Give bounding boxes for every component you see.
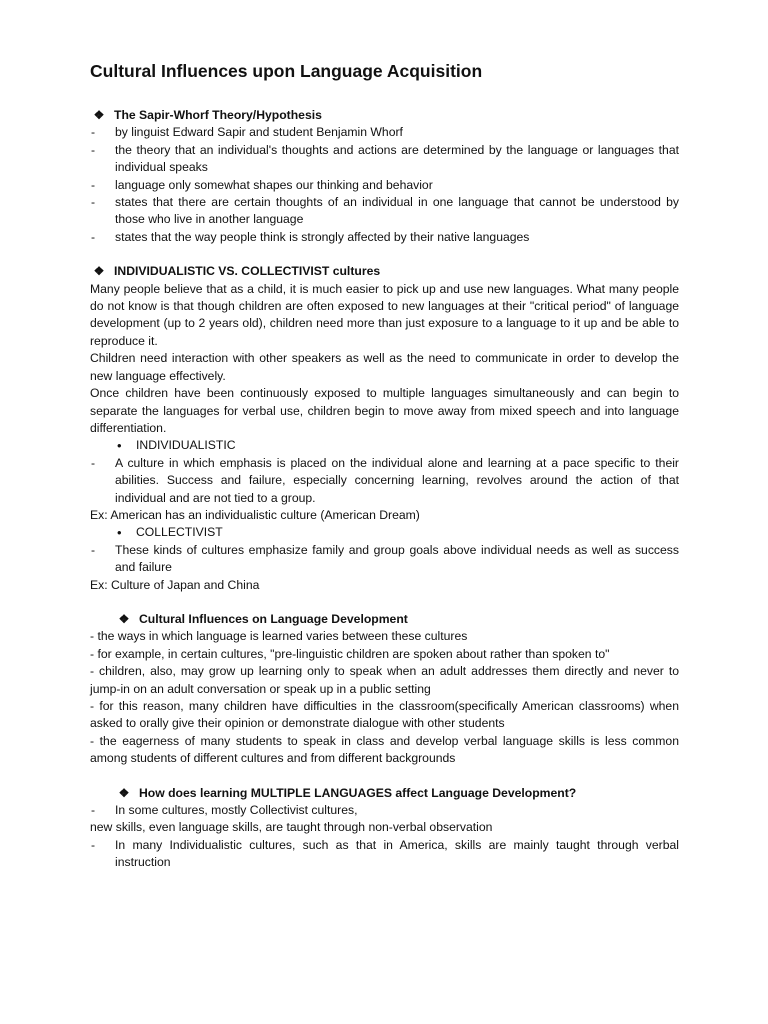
diamond-bullet-icon: ❖ [118, 785, 130, 800]
paragraph-line: - the eagerness of many students to speak in class and develop verbal language skills is less common among students of different cultures and from different backgrounds [90, 733, 679, 766]
list-item: - In some cultures, mostly Collectivist cultures, [90, 802, 679, 819]
section-heading-multiple-languages [115, 785, 679, 802]
list-item: - the theory that an individual's thoughts and actions are determined by the language or languages that individual speaks [90, 142, 679, 177]
diamond-bullet-icon: ❖ [93, 108, 105, 122]
section-heading-cultural-influences [115, 611, 679, 628]
list-item: - states that the way people think is strongly affected by their native languages [90, 229, 679, 246]
example-line: Ex: Culture of Japan and China [90, 577, 260, 592]
section-heading-sapir-whorf [90, 107, 679, 124]
section-heading-individualistic-collectivist [90, 263, 679, 280]
list-item: - states that there are certain thoughts of an individual in one language that cannot be understood by those who live in another language [90, 194, 679, 229]
bullet-item-collectivist: • COLLECTIVIST [90, 524, 679, 541]
section-heading-text: How does learning MULTIPLE LANGUAGES affect Language Development? [139, 785, 577, 800]
list-item: - language only somewhat shapes our thinking and behavior [90, 177, 679, 194]
page-title: Cultural Influences upon Language Acquisition [90, 61, 483, 81]
paragraph-line: - the ways in which language is learned varies between these cultures [90, 629, 468, 644]
example-line: Ex: American has an individualistic culture (American Dream) [90, 507, 420, 522]
section-heading-text: Cultural Influences on Language Development [139, 611, 408, 626]
paragraph-line: - for this reason, many children have difficulties in the classroom(specifically American classrooms) when asked to orally give their opinion or demonstrate dialogue with other students [90, 699, 679, 731]
paragraph: Many people believe that as a child, it is much easier to pick up and use new languages. What many people do not know is that though children are often exposed to new languages at their "critical period" of language development (up to 2 years old), children need more than just exposure to a language to it up and be able to reproduce it. [90, 281, 679, 348]
paragraph-line: - children, also, may grow up learning only to speak when an adult addresses them directly and never to jump-in on an adult conversation or speak up in a public setting [90, 664, 679, 696]
list-item: - These kinds of cultures emphasize family and group goals above individual needs as well as success and failure [90, 542, 679, 577]
section-heading-text: INDIVIDUALISTIC VS. COLLECTIVIST cultures [114, 264, 381, 279]
section-heading-text: The Sapir-Whorf Theory/Hypothesis [114, 108, 322, 122]
list-item: - In many Individualistic cultures, such as that in America, skills are mainly taught through verbal instruction [90, 837, 679, 872]
paragraph-line: new skills, even language skills, are taught through non-verbal observation [90, 820, 493, 835]
list-item: - by linguist Edward Sapir and student Benjamin Whorf [90, 124, 679, 141]
bullet-item-individualistic: • INDIVIDUALISTIC [90, 437, 679, 454]
list-item: - A culture in which emphasis is placed on the individual alone and learning at a pace specific to their abilities. Success and failure, especially concerning learning, revolves around the action of that individual and are not tied to a group. [90, 455, 679, 507]
diamond-bullet-icon: ❖ [93, 264, 105, 279]
paragraph-line: - for example, in certain cultures, "pre-linguistic children are spoken about rather than spoken to" [90, 646, 610, 661]
paragraph: Once children have been continuously exposed to multiple languages simultaneously and can begin to separate the languages for verbal use, children begin to move away from mixed speech and into language differentiation. [90, 386, 679, 435]
diamond-bullet-icon: ❖ [118, 611, 130, 626]
paragraph: Children need interaction with other speakers as well as the need to communicate in order to develop the new language effectively. [90, 351, 679, 383]
